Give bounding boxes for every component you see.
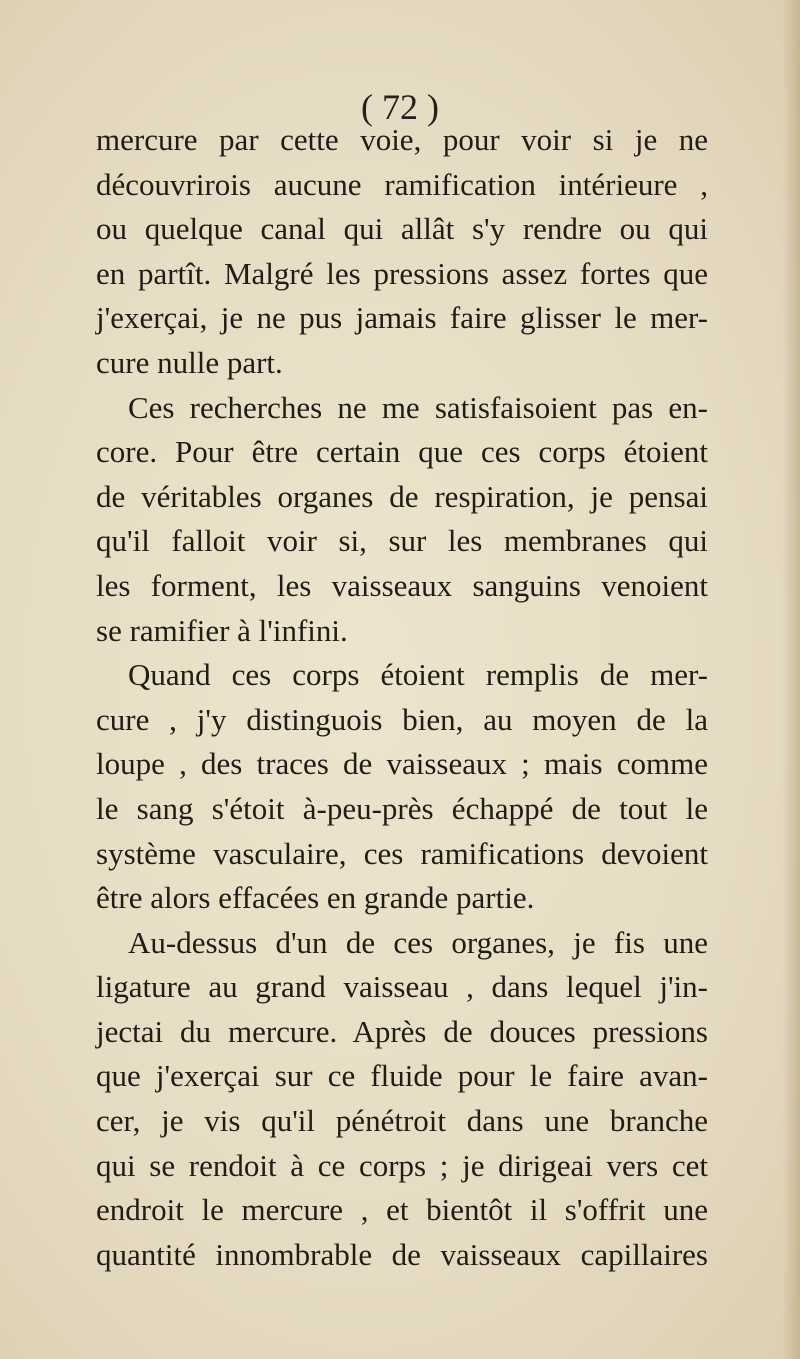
page-edge-shadow xyxy=(782,0,800,1359)
page-number: ( 72 ) xyxy=(361,87,439,127)
text-line: j'exerçai, je ne pus jamais faire glisser le mer- xyxy=(96,300,708,336)
text-line: ou quelque canal qui allât s'y rendre ou qui xyxy=(96,211,708,247)
text-line: cure , j'y distinguois bien, au moyen de la xyxy=(96,701,708,737)
text-line: mercure par cette voie, pour voir si je ne xyxy=(96,122,708,157)
text-line: système vasculaire, ces ramifications devoient xyxy=(96,835,708,871)
text-line: qu'il falloit voir si, sur les membranes qui xyxy=(96,523,708,559)
text-line: qui se rendoit à ce corps ; je dirigeai vers cet xyxy=(96,1147,708,1183)
text-line: être alors effacées en grande partie. xyxy=(96,880,535,916)
text-line: loupe , des traces de vaisseaux ; mais comme xyxy=(96,746,708,782)
text-line: ligature au grand vaisseau , dans lequel j'in- xyxy=(96,969,708,1005)
text-line: endroit le mercure , et bientôt il s'offrit une xyxy=(96,1192,708,1228)
text-line: quantité innombrable de vaisseaux capillaires xyxy=(96,1236,708,1272)
text-line: Ces recherches ne me satisfaisoient pas en- xyxy=(128,389,708,425)
text-line: le sang s'étoit à-peu-près échappé de tout le xyxy=(96,790,708,826)
text-line: core. Pour être certain que ces corps étoient xyxy=(96,434,708,470)
text-line: de véritables organes de respiration, je pensai xyxy=(96,478,708,514)
text-line: en partît. Malgré les pressions assez fortes que xyxy=(96,255,708,291)
text-line: découvrirois aucune ramification intérieure , xyxy=(96,166,708,202)
text-line: cer, je vis qu'il pénétroit dans une branche xyxy=(96,1103,708,1139)
text-line: que j'exerçai sur ce fluide pour le faire avan- xyxy=(96,1058,708,1094)
text-line: Quand ces corps étoient remplis de mer- xyxy=(128,657,708,693)
text-line: Au-dessus d'un de ces organes, je fis une xyxy=(128,924,708,960)
text-line: les forment, les vaisseaux sanguins venoient xyxy=(96,567,708,603)
text-line: se ramifier à l'infini. xyxy=(96,612,348,648)
page-text xyxy=(96,118,708,1277)
text-line: jectai du mercure. Après de douces pressions xyxy=(96,1013,708,1049)
text-line: cure nulle part. xyxy=(96,344,283,380)
